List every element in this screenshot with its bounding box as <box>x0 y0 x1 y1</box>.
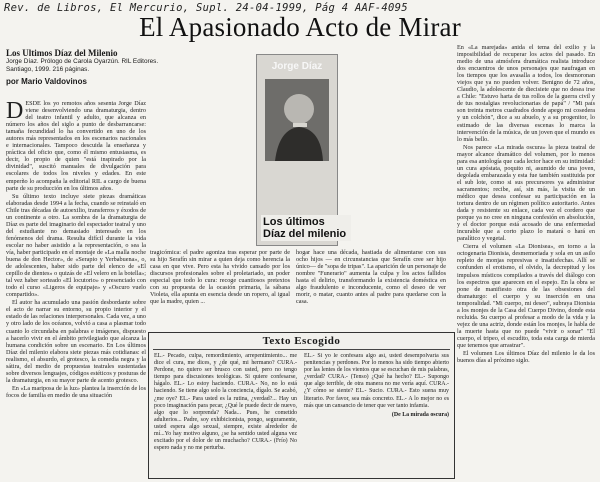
paragraph: En «La marejada» anida el tema del exilio y la imposibilidad de recuperar los actos del pasado. En medio de una atmósfera dramática realista introduce dos encuentros de unos personajes que naufragan en los tiempos que los avasalla a todos, los desmoronan viejos que ya no pueden volver. Benigno de 72 años, Claudio, la adolescente de diecisiete que no desea irse a Chile: "Estuvo harta de tus rollos de la guerra civil y de tus nostalgias revolucionarias de papá" / "Mi país son treinta metros cuadrados donde apego mi cosedera y un colchón", dice a su abuelo, y a su progenitor, lo estimado de las diversas escenas lo marca la intervención de la música, de un joven que el mundo es lo más bello. <box>457 44 595 143</box>
paragraph: Nos parece «La mirada oscura» la pieza teatral de mayor alcance dramático del volumen, por lo menos para esa antología que cada lector hace en su intimidad: un cura apóstata, poquito ni, asumido de una joven, degolada embarazada y esta fue también sustituida por el sub lote, como si sus precursores ya administrar sacramentos; recibe, así, sin más, la visita de un médico que desea confesar su participación en la tortura dentro de un régimen político autoritario. Antes dada y resistente su enlace, cada vez el cordero que porque ya no cree en ninguna confesión en absolución, y el doctor porque está acosado de una enfermedad incurable que a corto plazo lo matará o hará en paralítico y vegetal. <box>457 143 595 243</box>
book-info <box>6 48 201 86</box>
paragraph: Cierra el volumen «La Dionisea», en torno a la octogenaria Dionisia, desmemoriada y sola en un asilo repleto de monjas represivas e insatisfechas. Allí se confunden el erotismo, el olvido, la decrepitud y los impulsos místicos compilados a través del diálogo con los espectros que aparecen en el espejo. En la obra se pone de manifiesto otra de las obsesiones del dramaturgo: el cuerpo y su inserción en una temporalidad. "Mi cuerpo, mi deseo", subraya Dionisia a los monjes de la Casa del Cuerpo Divino, donde esta recluida. Su cuerpo al profesar a modo de la vida y la vejez de una actriz, donde están los monjes, le habla de la muerte hasta que no puede "vivir o sonar" "El cuerpo, el tripeo, el escudito, toda esta carga de mierda que tenemos que arrastrar". <box>457 243 595 349</box>
paragraph: tragicómica: el padre agoniza tras esperar por parte de su hijo Serafín sin mirar a quien deja como herencia la casa en que vive. Pero esta ha vivido cansado por los discursos profesionales sobre el proletariado, un poder especial que todo lo cura: recoge cuantiosos pretextos con su propuesta de la ocasión primaria, la sábana Violeta, ella apunta en esencia desde un ropero, al igual que la madre, quien ... <box>150 249 290 306</box>
book-cover-image <box>256 54 347 246</box>
article-column-4 <box>457 44 595 480</box>
drop-cap: D <box>6 100 24 124</box>
cover-author: Jorge Díaz <box>271 61 323 72</box>
excerpt-text: EL.- Pecado, culpa, remordimiento, arrepentimiento... me dice el cura, me dices, y ¿de qué, mi hermano? CURA.- Perdone, no quiero ser brusco con usted, pero no tengo tiempo para discusiones teológicas. Si quiere confesarse, hágalo. EL.- Lo estoy haciendo. CURA.- No, no lo está haciendo. Se tiene algo solo la conciencia, dígalo. Se acabó, ¿me oye? EL.- Para usted es la rutina, ¿verdad?... Hay un poco imaginación para pecar, ¿Qué le puede decir de nuevo, algo que lo sorprenda? Nada... Pues, he cometido adulterios... Padre, soy exhibicionista, pongo, seguramente, usted espera algo sexual, siempre, existe alrededor de mí...Yo hay motivo alguno, ¿se ha sentido usted alguna vez excitado por el dolor de un muchacho? CURA.- (Frío) No espero nada y no me perturba. <box>154 353 297 452</box>
paragraph: DESDE los yo remotos años sesenta Jorge Díaz viene desenvolviendo una dramaturgia, dentro del teatro infantil y adulto, que alcanza en número los años del siglo a punto de desbarrancarse: tamaña fecundidad lo ha convertido en uno de los autores más representados en los escenarios nacionales e internacionales. Tampoco descuida la enseñanza y práctica del oficio que, como él mismo entusiasma, es decir, lo propio de quien "está inspirado por la divinidad", suscitó manuales de divulgación para escolares de todos los niveles y edades. En este emperño lo acompaña la editorial RIL a cargo de buena parte de su producción en los últimos años. <box>6 100 146 192</box>
cover-title: Los últimos Díaz del milenio <box>261 215 351 241</box>
article-column-3 <box>296 249 446 329</box>
excerpt-column-right <box>304 353 449 475</box>
book-publication-info: Jorge Díaz. Prólogo de Carola Oyarzún. RIL Editores. <box>6 58 159 65</box>
handwritten-annotation: Rev. de Libros, El Mercurio, Supl. 24-04-1999, Pág 4 AAF-4095 <box>4 2 408 14</box>
excerpt-divider <box>153 349 450 350</box>
article-column-1 <box>6 100 146 478</box>
paragraph: Su último texto incluye siete piezas dramáticas elaboradas desde 1994 a la fecha, cuando se reinstaló en Chile tras décadas de autoexilio, transferros y éxodos de un continente a otro. La sombra de la dramaturgia de Díaz es parte del imaginario del espectador teatral y uno del estudiante no demasiado interesado en los fenómenos del drama. Resulta difícil durante la vida escolar no haber asistido a la representación, o sea la vía, haber participado en el montaje de «La malla noche buena de don Hector», de «Serapio y Yerbabuena», o, de adolescentes, haber sido parte del elenco de «El cepillo de dientes» o quizás de «El velero en la botella»; tal vez haber sorteado «El locutorio» o presenciado con todo el curso «Ligeros de equipaje» y «Oscuro vuelo compartido». <box>6 192 146 299</box>
excerpt-title: Texto Escogido <box>262 335 341 347</box>
excerpt-text: EL.- Si yo le confesara algo así, usted desempolvaría sus penitencias y perdones. Por lo menos ha sido tiempo abierto por las lentes de los vientos que se escuchan de mis palabras, ¿verdad? CURA.- (Tenso) ¿Qué ha hecho? EL.- Supongo que algo terrible, de otra manera no me vería aquí. CURA.- ¿Y cómo se siente? EL.- Sucio. CURA.- Esto suena muy literario. Por favor, sea más concreto. EL.- A lo mejor no es más que un cansancio de tener que ver tanto infamia. <box>304 353 449 409</box>
paragraph: El volumen Los últimos Díaz del milenio le da los buenos días al próximo siglo. <box>457 350 595 365</box>
paragraph: El autor ha acumulado una pasión desbordante sobre el acto de narrar su entorno, su propio interior y el estado de las relaciones interpersonales. Cada vez, a uno y otro lado de los océanos, volvió a casa a plasmar todo cuanto lo circundaba en palabras e imágenes, dispuesto a hacerlo vivir en el ámbito privilegiado que alcanza la humana condición sobre un escenario. En Los últimos Díaz del milenio elabora siete piezas más cotidianas: el realismo, el absurdo, el grotesco, la comedia negra y la sátira, del medio de propuestas teatrales sustentadas sobre diversos lenguajes, códigos estéticos y posturas de la dramaturgia, en su mayor parte de acento grotesco. <box>6 299 146 384</box>
book-title: Los Ultimos Díaz del Milenio <box>6 48 118 58</box>
book-publication-details: Santiago, 1999. 216 páginas. <box>6 66 90 73</box>
excerpt-column-left <box>154 353 297 475</box>
excerpt-box <box>148 332 455 479</box>
paragraph: En «La mariposa de la luz» plantea la inserción de los focos de familia en medio de una situación <box>6 384 146 399</box>
author-photo <box>265 79 329 161</box>
byline: por Mario Valdovinos <box>6 77 87 86</box>
excerpt-source: (De La mirada oscura) <box>391 411 449 418</box>
article-headline: El Apasionado Acto de Mirar <box>139 12 461 42</box>
article-column-2 <box>150 249 290 329</box>
paragraph: hogar hace una década, hastiada de alimentarse con sus ocho hijos — en circunstancias que Serafín cree ser hijo único— de "sopa de tripas". La aparición de un personaje de nombre "Funerario" aumenta la culpa y los actos fallidos hasta el delirio, transformando la existencia doméstica en algo fraudulento e inconducente, como el deseo de ver morir, o matar, cuanto antes al padre para quedarse con la casa. <box>296 249 446 306</box>
